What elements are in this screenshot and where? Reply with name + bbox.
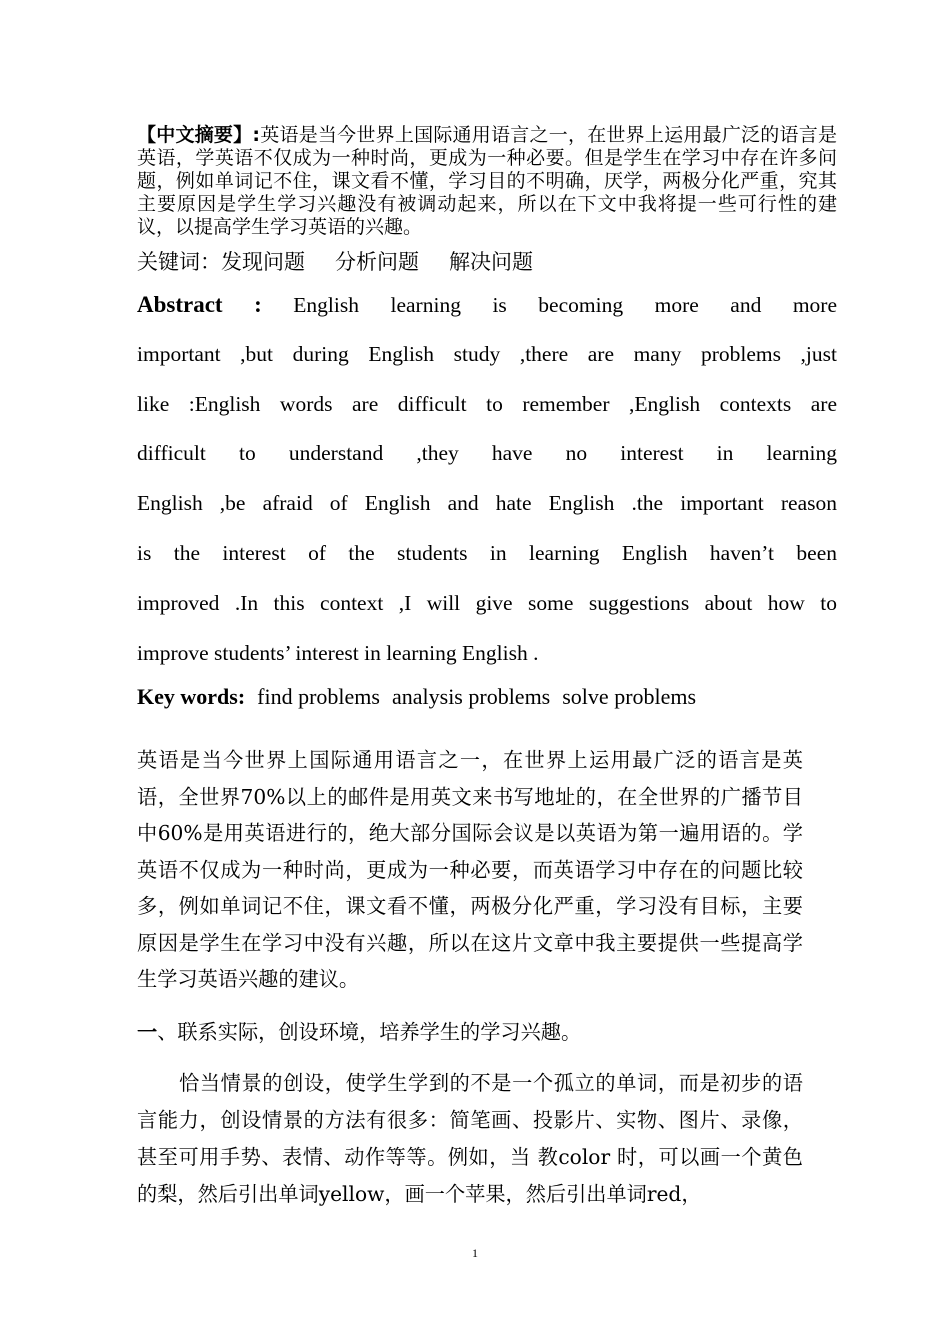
english-keywords [137, 680, 837, 714]
english-abstract-line: improved .In this context ,I will give some suggestions about how to [137, 590, 837, 615]
section-paragraph: 恰当情景的创设，使学生学到的不是一个孤立的单词，而是初步的语言能力，创设情景的方法有很多：简笔画、投影片、实物、图片、录像，甚至可用手势、表情、动作等等。例如，当 教color 时，可以画一个黄色的梨，然后引出单词yellow，画一个苹果，然后引出单词red， [137, 1071, 803, 1206]
intro-paragraph: 英语是当今世界上国际通用语言之一，在世界上运用最广泛的语言是英语，全世界70%以上的邮件是用英文来书写地址的，在全世界的广播节目中60%是用英语进行的，绝大部分国际会议是以英语为第一遍用语的。学英语不仅成为一种时尚，更成为一种必要，而英语学习中存在的问题比较多，例如单词记不住，课文看不懂，两极分化严重，学习没有目标，主要原因是学生在学习中没有兴趣，所以在这片文章中我主要提供一些提高学生学习英语兴趣的建议。 [137, 748, 803, 991]
chinese-keyword: 解决问题 [449, 250, 533, 274]
chinese-abstract [137, 124, 837, 239]
chinese-keyword: 发现问题 [221, 250, 305, 274]
english-keyword: solve problems [562, 684, 697, 709]
english-keywords-label: Key words: [137, 684, 246, 709]
english-abstract-line: difficult to understand ,they have no interest in learning [137, 441, 837, 466]
section-title: 、联系实际，创设环境，培养学生的学习兴趣。 [157, 1020, 582, 1044]
chinese-abstract-text: 英语是当今世界上国际通用语言之一，在世界上运用最广泛的语言是英语，学英语不仅成为一种时尚，更成为一种必要。但是学生在学习中存在许多问题，例如单词记不住，课文看不懂，学习目的不明确，厌学，两极分化严重，究其主要原因是学生学习兴趣没有被调动起来，所以在下文中我将提一些可行性的建议，以提高学生学习英语的兴趣。 [137, 124, 837, 238]
english-abstract-colon: : [254, 292, 262, 317]
english-abstract-label: Abstract [137, 292, 223, 317]
chinese-keywords [137, 248, 837, 276]
english-abstract-line-text: English learning is becoming more and more [293, 293, 838, 317]
chinese-abstract-label: 【中文摘要】: [137, 124, 260, 146]
english-abstract-line: like :English words are difficult to remember ,English contexts are [137, 391, 837, 416]
english-abstract [137, 280, 837, 678]
english-abstract-line: is the interest of the students in learning English haven’t been [137, 540, 837, 565]
section-heading [137, 1015, 837, 1049]
english-abstract-line: improve students’ interest in learning English . [137, 640, 539, 665]
chinese-keywords-label: 关键词： [137, 250, 221, 274]
page-number: 1 [472, 1246, 478, 1260]
english-abstract-line: English ,be afraid of English and hate English .the important reason [137, 491, 837, 516]
section-number: 一 [137, 1020, 158, 1044]
english-keyword: analysis problems [391, 684, 551, 709]
chinese-keyword: 分析问题 [335, 250, 419, 274]
english-abstract-line: important ,but during English study ,there are many problems ,just [137, 341, 837, 366]
english-abstract-line [137, 280, 837, 330]
english-keyword: find problems [257, 684, 380, 709]
